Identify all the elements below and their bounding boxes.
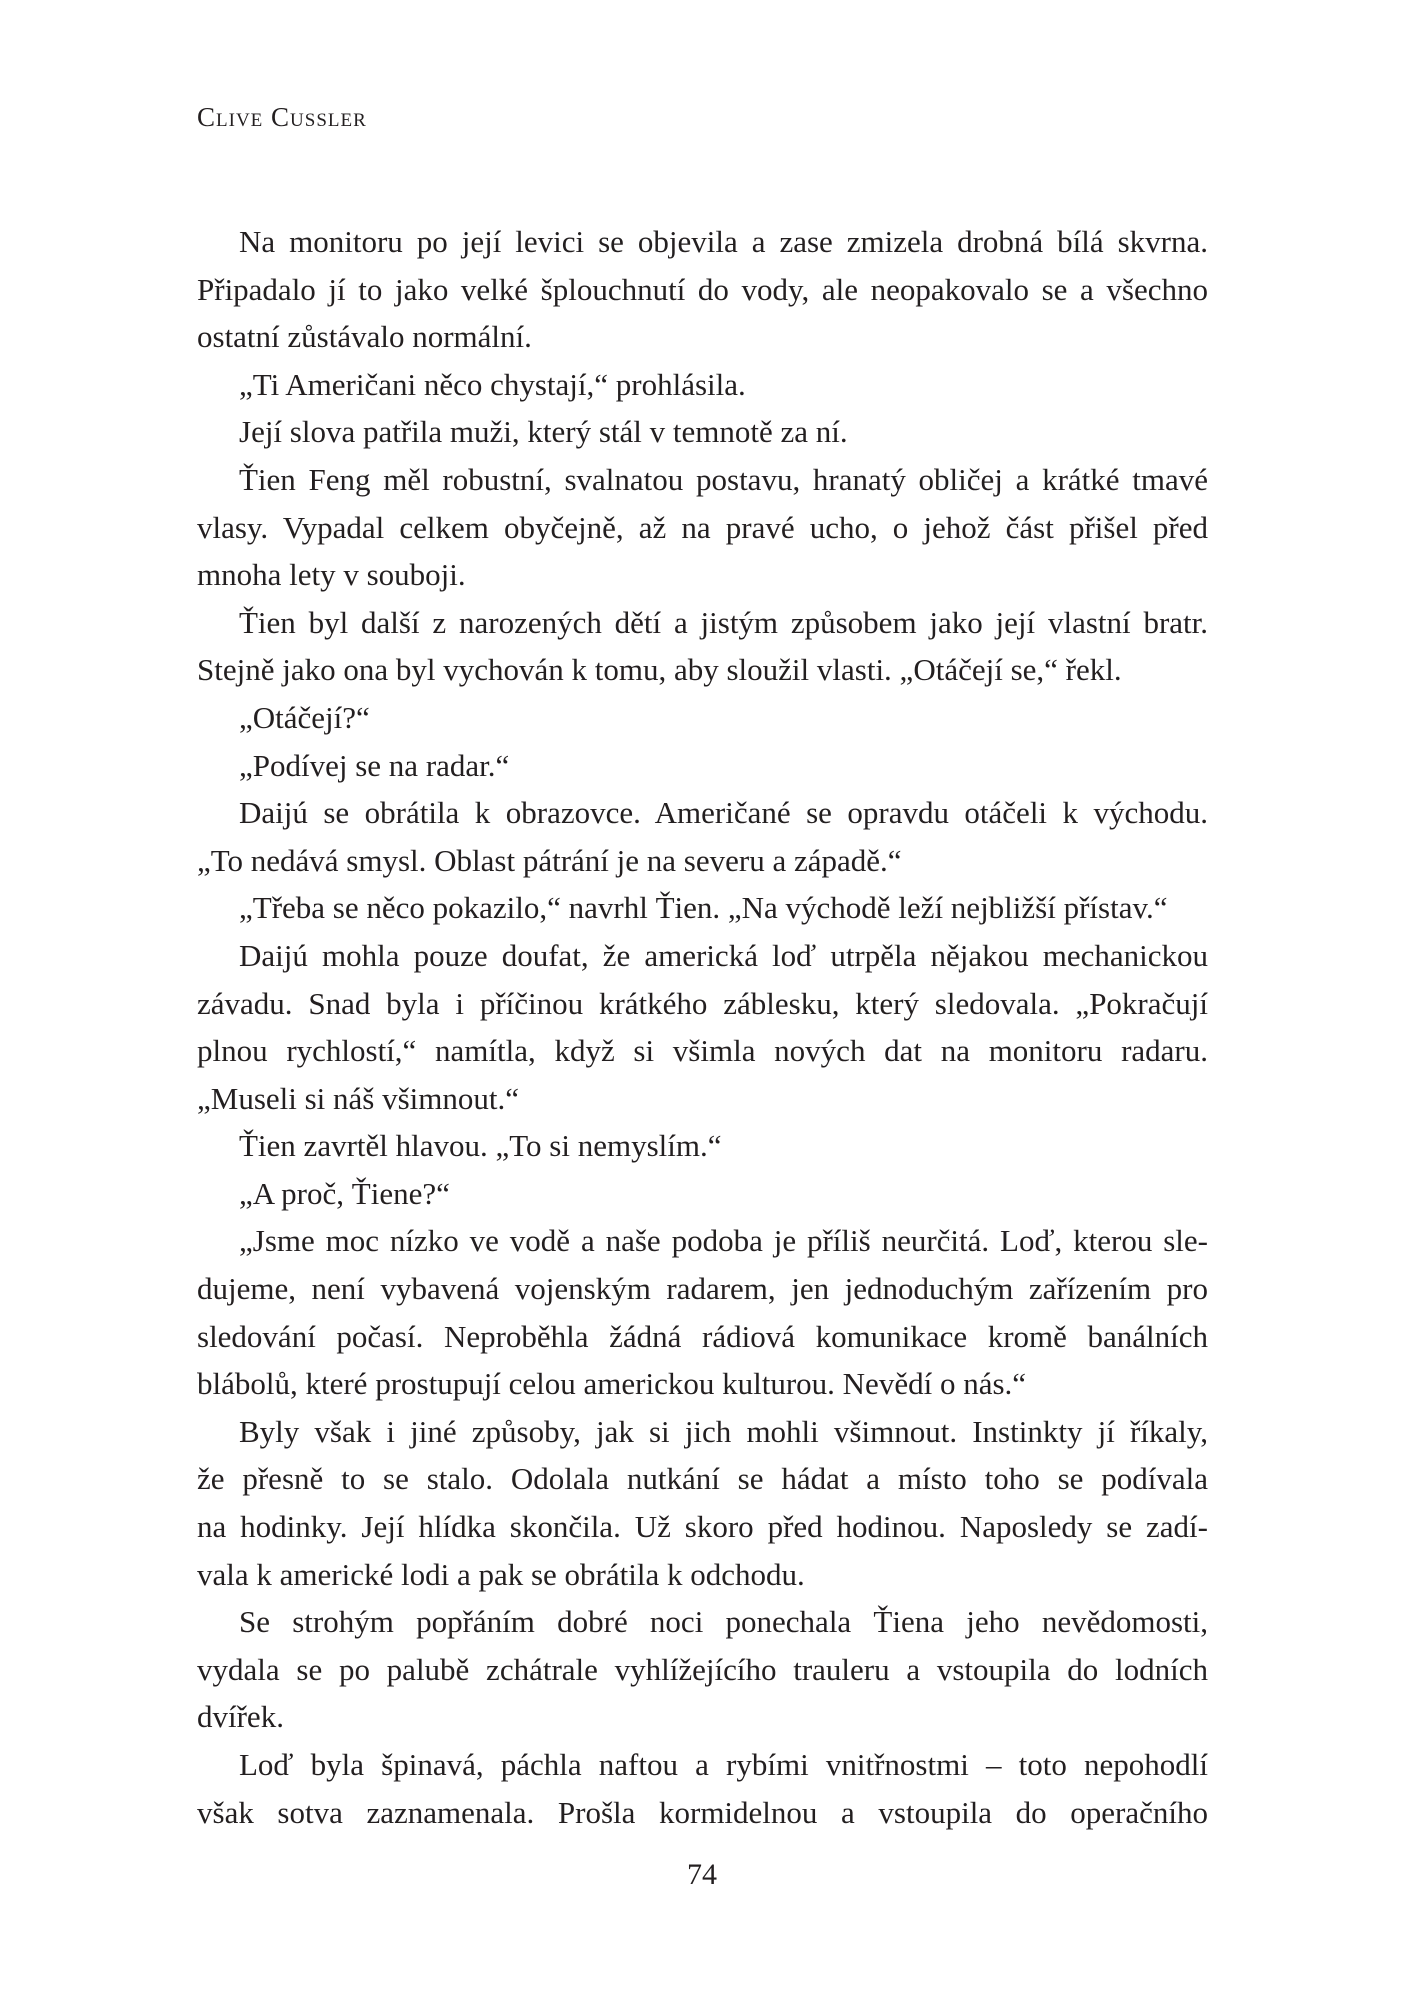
text-line: „A proč, Ťiene?“ (239, 1175, 450, 1211)
page-number: 74 (687, 1858, 717, 1891)
text-line: závadu. Snad byla i příčinou krátkého záblesku, který sledovala. „Pokračují (197, 985, 1208, 1021)
text-line: Daijú mohla pouze doufat, že americká loď utrpěla nějakou mechanickou (239, 937, 1208, 973)
text-line: Její slova patřila muži, který stál v temnotě za ní. (239, 414, 848, 450)
text-line: „Jsme moc nízko ve vodě a naše podoba je příliš neurčitá. Loď, kterou sle- (239, 1223, 1208, 1259)
text-line: ostatní zůstávalo normální. (197, 319, 532, 355)
text-line: „Ti Američani něco chystají,“ prohlásila. (239, 366, 746, 402)
text-line: Připadalo jí to jako velké šplouchnutí do vody, ale neopakovalo se a všechno (197, 271, 1208, 307)
text-line: že přesně to se stalo. Odolala nutkání se hádat a místo toho se podívala (197, 1461, 1208, 1497)
text-line: sledování počasí. Neproběhla žádná rádiová komunikace kromě banálních (197, 1318, 1208, 1354)
text-line: Stejně jako ona byl vychován k tomu, aby sloužil vlasti. „Otáčejí se,“ řekl. (197, 652, 1122, 688)
text-line: mnoha lety v souboji. (197, 557, 466, 593)
text-line: dujeme, není vybavená vojenským radarem, jen jednoduchým zařízením pro (197, 1271, 1208, 1307)
text-line: vydala se po palubě zchátrale vyhlížejícího trauleru a vstoupila do lodních (197, 1651, 1208, 1687)
text-line: dvířek. (197, 1699, 284, 1735)
text-line: Ťien byl další z narozených dětí a jistým způsobem jako její vlastní bratr. (239, 604, 1208, 640)
text-line: na hodinky. Její hlídka skončila. Už skoro před hodinou. Naposledy se zadí- (197, 1509, 1208, 1545)
text-line: „Třeba se něco pokazilo,“ navrhl Ťien. „Na východě leží nejbližší přístav.“ (239, 890, 1168, 926)
text-line: Se strohým popřáním dobré noci ponechala Ťiena jeho nevědomosti, (239, 1604, 1208, 1640)
text-line: „To nedává smysl. Oblast pátrání je na severu a západě.“ (197, 842, 902, 878)
text-line: Na monitoru po její levici se objevila a zase zmizela drobná bílá skvrna. (239, 224, 1208, 259)
text-line: blábolů, které prostupují celou americkou kulturou. Nevědí o nás.“ (197, 1366, 1027, 1402)
text-line: plnou rychlostí,“ namítla, když si všimla nových dat na monitoru radaru. (197, 1033, 1208, 1069)
text-line: Byly však i jiné způsoby, jak si jich mohli všimnout. Instinkty jí říkaly, (239, 1413, 1208, 1449)
text-line: Loď byla špinavá, páchla naftou a rybími vnitřnostmi – toto nepohodlí (239, 1747, 1208, 1782)
running-head: Clive Cussler (197, 102, 367, 132)
text-line: vala k americké lodi a pak se obrátila k odchodu. (197, 1556, 805, 1592)
text-line: však sotva zaznamenala. Prošla kormidelnou a vstoupila do operačního (197, 1794, 1208, 1830)
text-line: vlasy. Vypadal celkem obyčejně, až na pravé ucho, o jehož část přišel před (197, 509, 1208, 545)
text-line: „Museli si náš všimnout.“ (197, 1080, 520, 1116)
text-line: Daijú se obrátila k obrazovce. Američané se opravdu otáčeli k východu. (239, 795, 1208, 831)
text-line: Ťien zavrtěl hlavou. „To si nemyslím.“ (239, 1128, 722, 1164)
body-text (197, 218, 1208, 1836)
text-line: „Podívej se na radar.“ (239, 747, 510, 783)
text-line: „Otáčejí?“ (239, 699, 370, 735)
text-line: Ťien Feng měl robustní, svalnatou postavu, hranatý obličej a krátké tmavé (239, 461, 1208, 497)
